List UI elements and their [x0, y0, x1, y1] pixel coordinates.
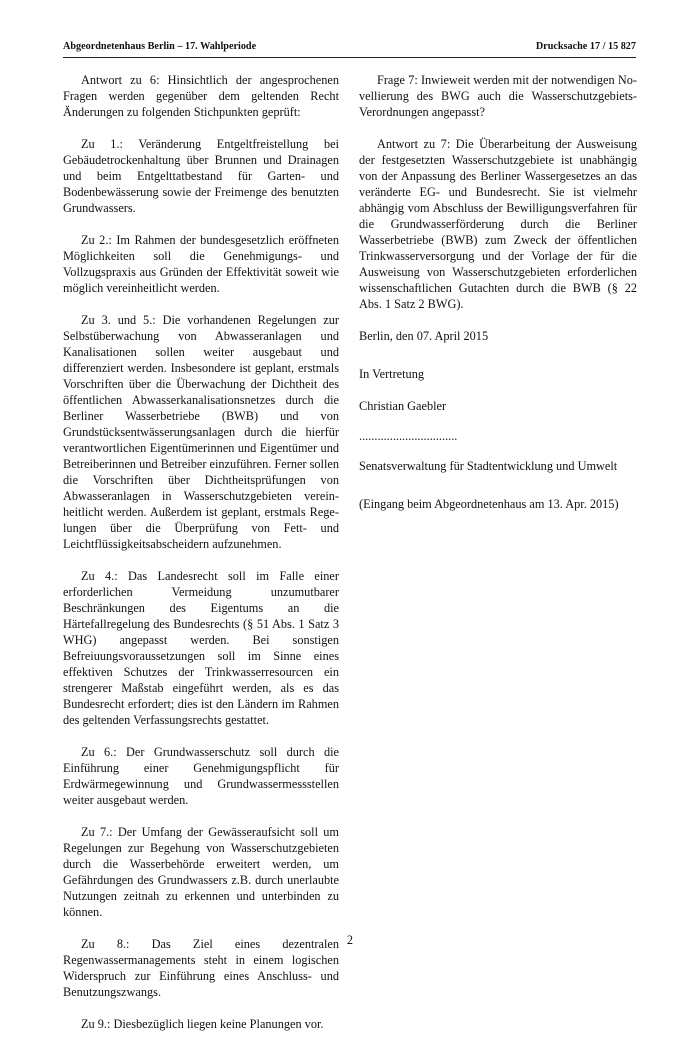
item-zu-1: Zu 1.: Veränderung Entgeltfreistellung bei Gebäudetrockenhaltung über Brunnen und Drainagen und beim Entgelttatbestand für Garten- und Bodenbewässerung sowie der Freimenge des benutzten Grundwassers.	[63, 137, 339, 215]
place-date: Berlin, den 07. April 2015	[359, 329, 489, 343]
header-document-number: Drucksache 17 / 15 827	[535, 41, 636, 52]
header-parliament-title: Abgeordnetenhaus Berlin – 17. Wahlperiode	[63, 41, 257, 52]
header-rule	[63, 57, 636, 58]
page-header	[63, 40, 636, 53]
signatory-name: Christian Gaebler	[359, 399, 447, 413]
item-zu-2: Zu 2.: Im Rahmen der bundesgesetzlich eröffneten Möglichkeiten soll die Genehmigungs- und Vollzugspraxis aus Gründen der Effektivität soweit wie möglich vereinheitlicht werden.	[63, 233, 339, 295]
page-number: 2	[346, 933, 354, 947]
left-column	[63, 72, 339, 1048]
question-7: Frage 7: Inwieweit werden mit der notwendigen Novellierung des BWG auch die Wasserschutzgebiets-Verordnungen angepasst?	[359, 73, 637, 119]
item-zu-9: Zu 9.: Diesbezüglich liegen keine Planungen vor.	[81, 1017, 324, 1031]
item-zu-4: Zu 4.: Das Landesrecht soll im Falle einer erforderlichen Vermeidung unzumutbarer Beschränkungen des Eigentums an die Härtefallregelung des Bundesrechts (§ 51 Abs. 1 Satz 3 WHG) angepasst werden. Bei sonstigen Befreiuungsvoraussetzungen soll im Sinne eines effektiven Schutzes der Trinkwasserresourcen ein strengerer Maßstab eingeführt werden, als es das Bundesrecht erfordert; dies ist den Ländern im Rahmen des geltenden Verfassungsrechts gestattet.	[63, 569, 339, 727]
answer-7: Antwort zu 7: Die Überarbeitung der Ausweisung der festgesetzten Wasserschutzgebiete ist unabhängig von der Anpassung des Berliner Wassergesetzes an das veränderte EG- und Bundesrecht. Sie ist vielmehr abhängig vom Abschluss der Bewilligungsverfahren für die Grundwasserförderung durch die Berliner Wasserbetriebe (BWB) zum Zweck der öffentlichen Trinkwasserversorgung und der Vorlage der für die Ausweisung von Wasserschutzgebieten erforderlichen wissenschaftlichen Gutachten durch die BWB (§ 22 Abs. 1 Satz 2 BWG).	[359, 137, 637, 311]
answer-6-intro: Antwort zu 6: Hinsichtlich der angesprochenen Fragen werden gegenüber dem geltenden Recht Änderungen zu folgenden Stichpunkten geprüft:	[63, 73, 339, 119]
item-zu-8: Zu 8.: Das Ziel eines dezentralen Regenwassermanagements steht in einem logischen Widerspruch zur Einführung eines Anschluss- und Benutzungszwangs.	[63, 937, 339, 999]
in-vertretung: In Vertretung	[359, 367, 424, 381]
right-column	[359, 72, 637, 528]
receipt-note: (Eingang beim Abgeordnetenhaus am 13. Apr. 2015)	[359, 497, 619, 511]
department: Senatsverwaltung für Stadtentwicklung und Umwelt	[359, 459, 618, 473]
signature-dots: ................................	[359, 429, 458, 443]
item-zu-6: Zu 6.: Der Grundwasserschutz soll durch die Einführung einer Genehmigungspflicht für Erdwärmegewinnung und Grundwassermessstellen weiter ausgebaut werden.	[63, 745, 339, 807]
item-zu-7: Zu 7.: Der Umfang der Gewässeraufsicht soll um Regelungen zur Begehung von Wasserschutzgebieten durch die Wasserbehörde erweitert werden, um Gefährdungen des Grundwassers z.B. durch unerlaubte Nutzungen zeitnah zu erkennen und unterbinden zu können.	[63, 825, 339, 919]
item-zu-3-5: Zu 3. und 5.: Die vorhandenen Regelungen zur Selbstüberwachung von Abwasseranlagen und Kanalisationen sollen weiter ausgebaut und differenziert werden. Insbesondere ist geplant, erstmals Vorschriften über die Überwachung der Dichtheit des öffentlichen Abwasserkanalisationsnetzes durch die Berliner Wasserbetriebe (BWB) und von Grundstücksentwässerungsanlagen durch die hierfür verantwortlichen Eigentümerinnen und Eigentümer und Betreiberinnen und Betreiber einzuführen. Ferner sollen die Vorschriften über Dichtheitsprüfungen von Abwasseranlagen in Wasserschutzgebieten vereinheitlicht werden. Außerdem ist geplant, erstmals Regelungen über die Überprüfung von Fett- und Leichtflüssigkeitsabscheidern aufzunehmen.	[63, 313, 339, 551]
